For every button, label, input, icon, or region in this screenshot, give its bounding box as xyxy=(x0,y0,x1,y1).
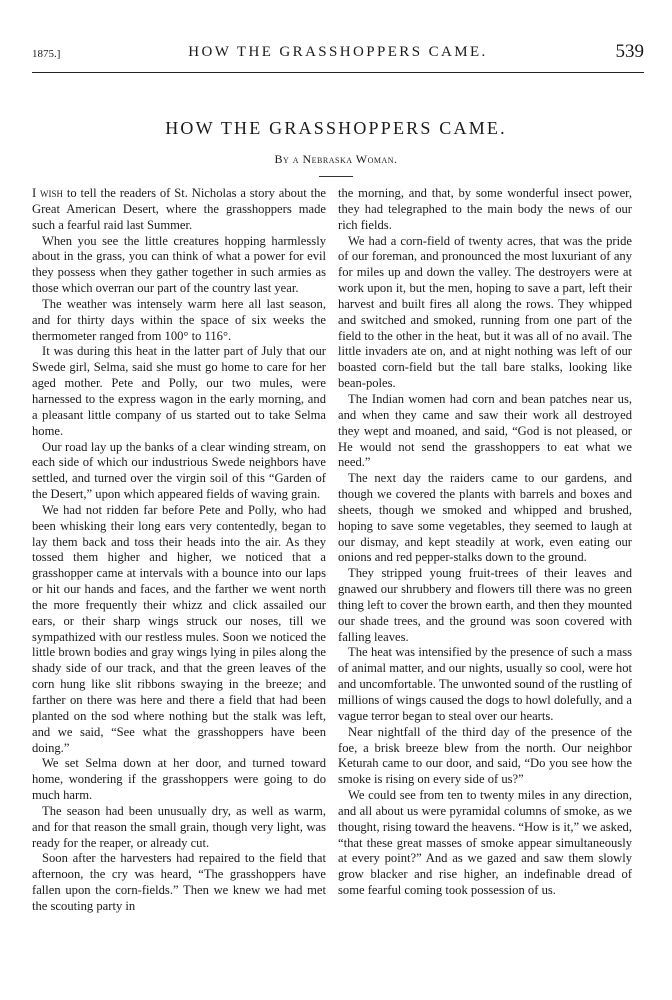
title-divider xyxy=(319,176,353,177)
column-right xyxy=(338,186,632,899)
paragraph: We had not ridden far before Pete and Polly, who had been whisking their long ears very contentedly, began to lay them back and toss their heads into the air. As they tossed them higher and higher, we noticed that a grasshopper came at intervals with a bounce into our laps or hit our hands and faces, and the farther we went north the more frequently their whizz and click assailed our ears, or their sharp wings struck our noses, till we sympathized with our restless mules. Soon we noticed the little brown bodies and gray wings lying in piles along the shady side of our track, and that the green leaves of the corn hung like slit ribbons swaying in the breeze; and farther on there was here and there a field that had been planted on the sod where nothing but the stalk was left, and we said, “See what the grasshoppers have been doing.” xyxy=(32,502,326,755)
running-head xyxy=(32,38,644,73)
paragraph: Near nightfall of the third day of the presence of the foe, a brisk breeze blew from the north. Our neighbor Keturah came to our door, and said, “Do you see how the smoke is rising on every side of us?” xyxy=(338,724,632,787)
paragraph: The heat was intensified by the presence of such a mass of animal matter, and our nights, usually so cool, were hot and uncomfortable. The unwonted sound of the rustling of millions of wings caused the dogs to howl dolefully, and a vague terror began to steal over our hearts. xyxy=(338,645,632,723)
paragraph: We had a corn-field of twenty acres, that was the pride of our foreman, and pronounced the most luxuriant of any for miles up and down the valley. The destroyers were at work upon it, but the men, hoping to save a part, left their harvest and built fires all along the rows. They whipped and switched and smoked, running from one part of the field to the other in the heat, but it was all of no avail. The little invaders ate on, and at night nothing was left of our boasted corn-field but the tall bare stalks, looking like bean-poles. xyxy=(338,233,632,391)
running-head-year: 1875.] xyxy=(32,48,61,60)
paragraph: We set Selma down at her door, and turned toward home, wondering if the grasshoppers were going to do much harm. xyxy=(32,756,326,803)
paragraph: They stripped young fruit-trees of their leaves and gnawed our shrubbery and flowers till there was no green thing left to cover the brown earth, and then they mounted our shade trees, and the ground was soon covered with falling leaves. xyxy=(338,566,632,644)
paragraph: Soon after the harvesters had repaired to the field that afternoon, the cry was heard, “The grasshoppers have fallen upon the corn-fields.” Then we knew we had met the scouting party in xyxy=(32,851,326,913)
paragraph: The Indian women had corn and bean patches near us, and when they came and saw their work all destroyed they wept and moaned, and said, “God is not pleased, or He would not send the grasshoppers to eat what we need.” xyxy=(338,391,632,470)
column-left xyxy=(32,186,326,915)
paragraph: We could see from ten to twenty miles in any direction, and all about us were pyramidal columns of smoke, as we thought, rising toward the heavens. “How is it,” we asked, “that these great masses of smoke appear simultaneously at every point?” And as we gazed and saw them slowly grow blacker and rise higher, an indefinable dread of some fearful coming took possession of us. xyxy=(338,788,632,898)
running-head-title: HOW THE GRASSHOPPERS CAME. xyxy=(188,44,488,60)
paragraph: The season had been unusually dry, as well as warm, and for that reason the small grain, though very light, was ready for the reaper, or already cut. xyxy=(32,803,326,850)
page-number: 539 xyxy=(615,41,644,62)
paragraph xyxy=(32,186,326,234)
byline: By a Nebraska Woman. xyxy=(274,152,398,166)
drop-in-words: I wish xyxy=(32,186,64,200)
paragraph: When you see the little creatures hopping harmlessly about in the grass, you can think of what a power for evil they possess when they gather together in such armies as those which overran our part of the country last year. xyxy=(32,233,326,296)
paragraph: The weather was intensely warm here all last season, and for thirty days within the space of six weeks the thermometer ranged from 100° to 116°. xyxy=(32,296,326,343)
article-title: HOW THE GRASSHOPPERS CAME. xyxy=(165,118,507,138)
paragraph: It was during this heat in the latter part of July that our Swede girl, Selma, said she must go home to care for her aged mother. Pete and Polly, our two mules, were harnessed to the express wagon in the early morning, and a pleasant little company of us started out to take Selma home. xyxy=(32,344,326,438)
paragraph: Our road lay up the banks of a clear winding stream, on each side of which our industrious Swede neighbors have settled, and turned over the virgin soil of this “Garden of the Desert,” upon which appeared fields of waving grain. xyxy=(32,439,326,502)
paragraph-text: to tell the readers of St. Nicholas a story about the Great American Desert, where the grasshoppers made such a fearful raid last Summer. xyxy=(32,186,327,232)
paragraph: The next day the raiders came to our gardens, and though we covered the plants with barrels and boxes and sheets, though we smoked and whipped and brushed, hoping to save some vegetables, they seemed to laugh at our dismay, and kept steadily at work, even eating our onions and red pepper-stalks down to the ground. xyxy=(338,471,632,565)
paragraph-continued: the morning, and that, by some wonderful insect power, they had telegraphed to the main body the news of our rich fields. xyxy=(338,186,632,232)
